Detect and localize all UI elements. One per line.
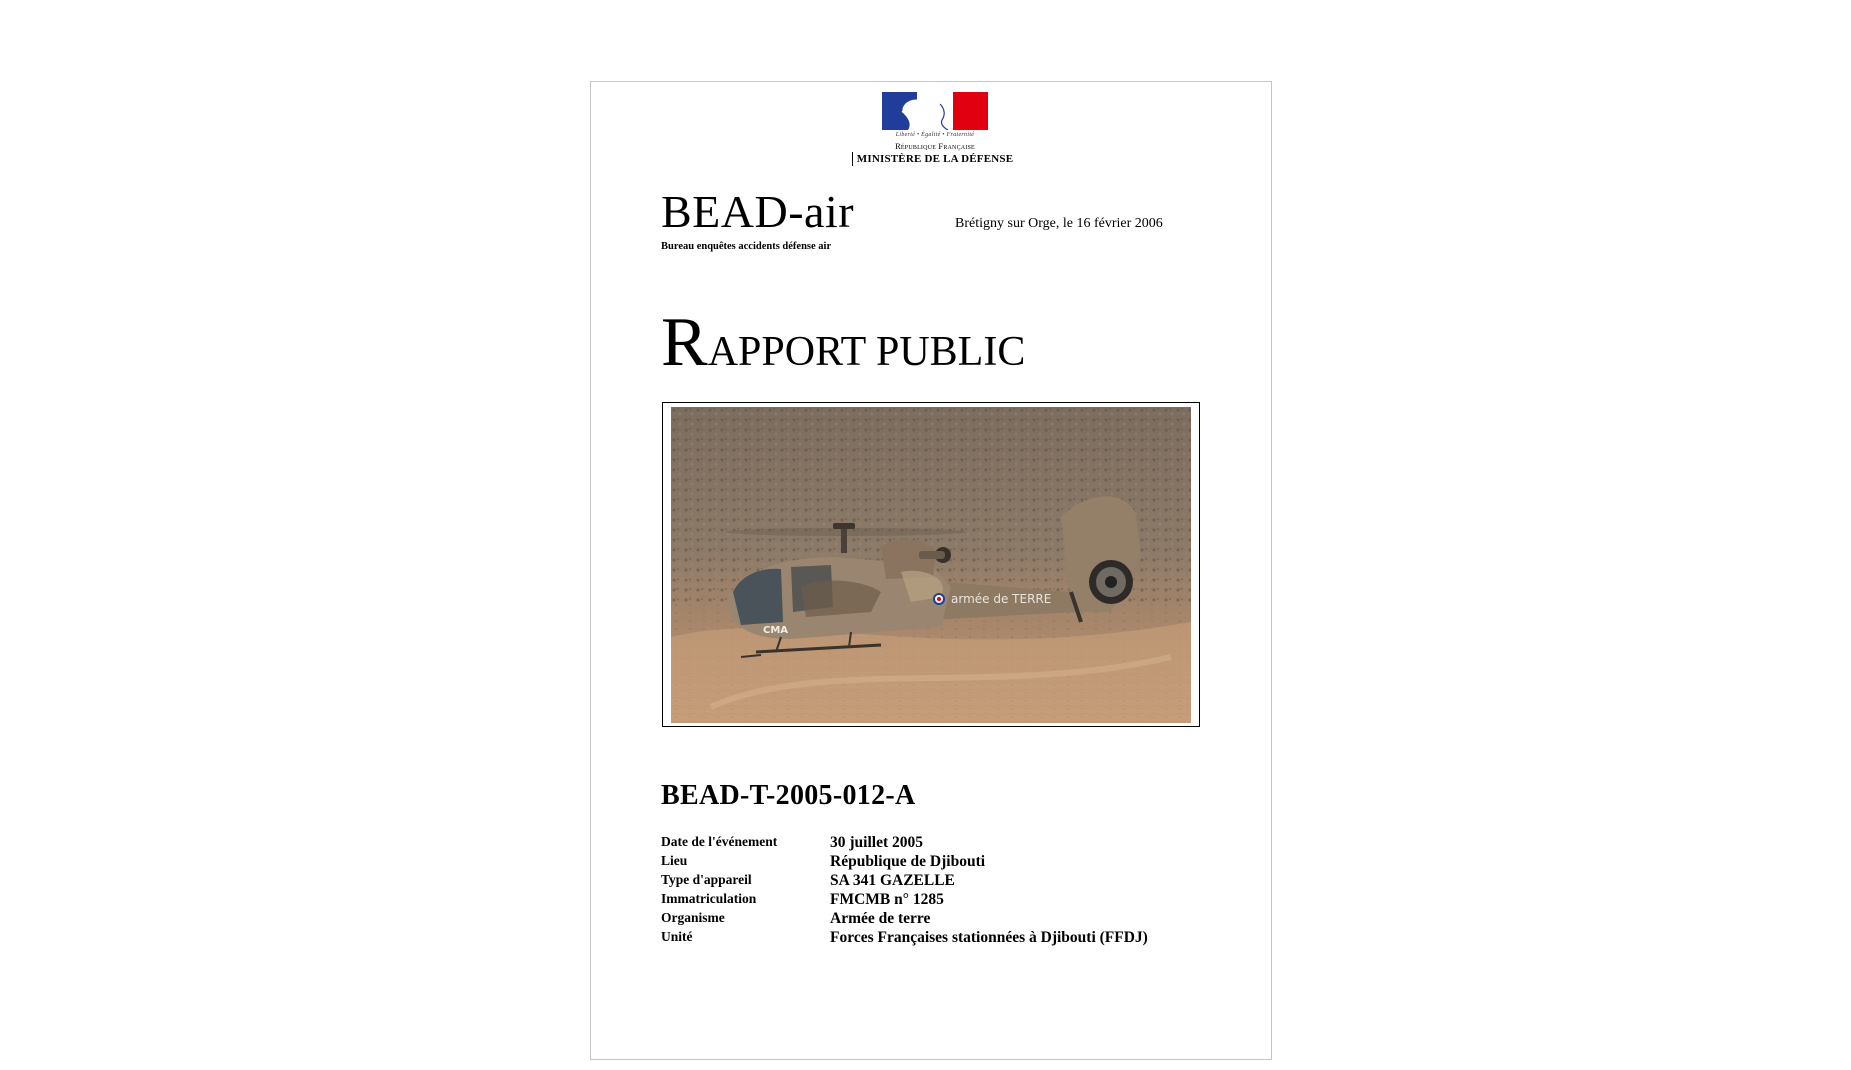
brand-subtitle: Bureau enquêtes accidents défense air [661,241,832,252]
document-title: RAPPORT PUBLIC [661,304,1026,381]
detail-value: Armée de terre [830,910,931,927]
detail-label: Type d'appareil [661,872,752,887]
republic-motto: Liberté • Égalité • Fraternité [895,132,975,138]
detail-label: Unité [661,929,693,944]
report-reference: BEAD-T-2005-012-A [661,780,916,811]
detail-label: Immatriculation [661,891,757,906]
document-page [590,81,1272,1060]
marianne-logo [882,92,988,130]
detail-value: République de Djibouti [830,853,986,870]
fuselage-marking: armée de TERRE [951,592,1052,606]
detail-value: SA 341 GAZELLE [830,872,955,889]
ministere-label: MINISTÈRE DE LA DÉFENSE [856,153,1014,165]
detail-value: FMCMB n° 1285 [830,891,944,908]
aircraft-tag: CMA [763,625,789,636]
republique-francaise: République Française [895,141,975,151]
detail-label: Organisme [661,910,725,925]
detail-label: Date de l'événement [661,834,778,849]
brand-name: BEAD-air [661,186,855,237]
detail-label: Lieu [661,853,688,868]
detail-value: Forces Françaises stationnées à Djibouti (FFDJ) [830,929,1148,946]
helicopter-photo [671,407,1191,723]
cover-photo-frame [662,402,1200,727]
detail-value: 30 juillet 2005 [830,834,923,851]
place-date: Brétigny sur Orge, le 16 février 2006 [955,216,1163,231]
